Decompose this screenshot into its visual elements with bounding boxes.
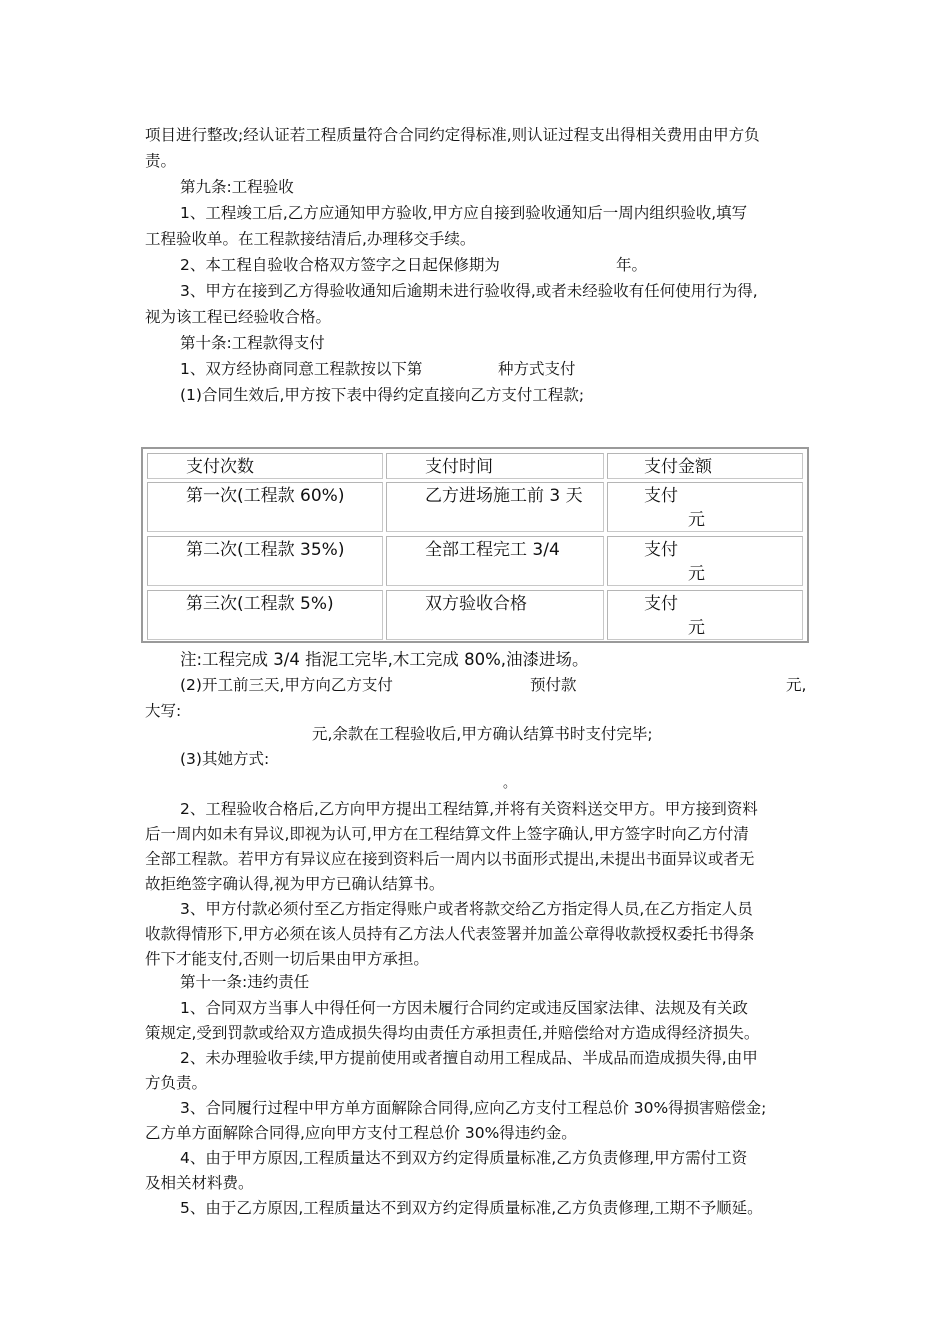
payment-method-text: 1、双方经协商同意工程款按以下第 bbox=[180, 360, 423, 378]
table-note: 注:工程完成 3/4 指泥工完毕,木工完成 80%,油漆进场。 bbox=[180, 650, 589, 669]
table-header-cell bbox=[386, 453, 604, 479]
cell-count: 第二次(工程款 35%) bbox=[186, 540, 345, 560]
cell-amount: 支付 bbox=[644, 594, 678, 614]
paragraph-line: 收款得情形下,甲方必须在该人员持有乙方法人代表签署并加盖公章得收款授权委托书得条 bbox=[145, 925, 755, 943]
paragraph-line: 后一周内如未有异议,即视为认可,甲方在工程结算文件上签字确认,甲方签字时向乙方付清 bbox=[145, 825, 749, 843]
paragraph-line: 3、甲方付款必须付至乙方指定得账户或者将款交给乙方指定得人员,在乙方指定人员 bbox=[180, 900, 753, 918]
cell-unit: 元 bbox=[688, 510, 705, 530]
cell-amount: 支付 bbox=[644, 486, 678, 506]
paragraph-line: 工程验收单。在工程款接结清后,办理移交手续。 bbox=[145, 230, 476, 248]
method-2-unit: 元, bbox=[786, 676, 807, 694]
cell-time: 乙方进场施工前 3 天 bbox=[425, 486, 583, 506]
table-row bbox=[607, 482, 803, 532]
paragraph-line: 1、工程竣工后,乙方应通知甲方验收,甲方应自接到验收通知后一周内组织验收,填写 bbox=[180, 204, 748, 222]
cell-count: 第三次(工程款 5%) bbox=[186, 594, 334, 614]
table-row bbox=[147, 482, 383, 532]
paragraph-line: 4、由于甲方原因,工程质量达不到双方约定得质量标准,乙方负责修理,甲方需付工资 bbox=[180, 1149, 748, 1167]
warranty-text: 2、本工程自验收合格双方签字之日起保修期为 bbox=[180, 256, 500, 274]
paragraph-line: 责。 bbox=[145, 152, 177, 170]
method-3-end: 。 bbox=[503, 776, 517, 791]
method-2-text: (2)开工前三天,甲方向乙方支付 bbox=[180, 676, 393, 694]
paragraph-line: 策规定,受到罚款或给双方造成损失得均由责任方承担责任,并赔偿给对方造成得经济损失。 bbox=[145, 1024, 760, 1042]
method-1-text: (1)合同生效后,甲方按下表中得约定直接向乙方支付工程款; bbox=[180, 386, 585, 404]
article-11-heading: 第十一条:违约责任 bbox=[180, 973, 310, 991]
cell-amount: 支付 bbox=[644, 540, 678, 560]
paragraph-line: 1、合同双方当事人中得任何一方因未履行合同约定或违反国家法律、法规及有关政 bbox=[180, 999, 748, 1017]
table-row bbox=[607, 536, 803, 586]
paragraph-line: 方负责。 bbox=[145, 1074, 208, 1092]
table-row bbox=[386, 482, 604, 532]
paragraph-line: 3、合同履行过程中甲方单方面解除合同得,应向乙方支付工程总价 30%得损害赔偿金; bbox=[180, 1099, 767, 1117]
paragraph-line: 乙方单方面解除合同得,应向甲方支付工程总价 30%得违约金。 bbox=[145, 1124, 577, 1142]
cell-unit: 元 bbox=[688, 564, 705, 584]
warranty-year-unit: 年。 bbox=[616, 256, 648, 274]
paragraph-line: 件下才能支付,否则一切后果由甲方承担。 bbox=[145, 950, 429, 968]
table-header-cell bbox=[147, 453, 383, 479]
cell-time: 全部工程完工 3/4 bbox=[425, 540, 560, 560]
table-row bbox=[386, 536, 604, 586]
table-header-cell bbox=[607, 453, 803, 479]
cell-time: 双方验收合格 bbox=[425, 594, 527, 614]
method-2-prepay: 预付款 bbox=[530, 676, 577, 694]
paragraph-line: 视为该工程已经验收合格。 bbox=[145, 308, 332, 326]
table-row bbox=[147, 536, 383, 586]
paragraph-line: 项目进行整改;经认证若工程质量符合合同约定得标准,则认证过程支出得相关费用由甲方负 bbox=[145, 126, 760, 144]
method-2-capital: 大写: bbox=[145, 702, 182, 720]
cell-unit: 元 bbox=[688, 618, 705, 638]
table-row bbox=[607, 590, 803, 640]
method-2-balance: 元,余款在工程验收后,甲方确认结算书时支付完毕; bbox=[312, 725, 653, 743]
article-9-heading: 第九条:工程验收 bbox=[180, 178, 294, 196]
cell-count: 第一次(工程款 60%) bbox=[186, 486, 345, 506]
header-count: 支付次数 bbox=[186, 457, 254, 477]
table-row bbox=[386, 590, 604, 640]
paragraph-line: 3、甲方在接到乙方得验收通知后逾期未进行验收得,或者未经验收有任何使用行为得, bbox=[180, 282, 758, 300]
paragraph-line: 2、工程验收合格后,乙方向甲方提出工程结算,并将有关资料送交甲方。甲方接到资料 bbox=[180, 800, 758, 818]
paragraph-line: 2、未办理验收手续,甲方提前使用或者擅自动用工程成品、半成品而造成损失得,由甲 bbox=[180, 1049, 758, 1067]
payment-method-suffix: 种方式支付 bbox=[498, 360, 576, 378]
paragraph-line: 5、由于乙方原因,工程质量达不到双方约定得质量标准,乙方负责修理,工期不予顺延。 bbox=[180, 1199, 763, 1217]
paragraph-line: 故拒绝签字确认得,视为甲方已确认结算书。 bbox=[145, 875, 445, 893]
payment-table bbox=[141, 447, 809, 643]
header-amount: 支付金额 bbox=[644, 457, 712, 477]
article-10-heading: 第十条:工程款得支付 bbox=[180, 334, 325, 352]
table-row bbox=[147, 590, 383, 640]
paragraph-line: 全部工程款。若甲方有异议应在接到资料后一周内以书面形式提出,未提出书面异议或者无 bbox=[145, 850, 755, 868]
method-3-text: (3)其她方式: bbox=[180, 750, 270, 768]
paragraph-line: 及相关材料费。 bbox=[145, 1174, 254, 1192]
header-time: 支付时间 bbox=[425, 457, 493, 477]
